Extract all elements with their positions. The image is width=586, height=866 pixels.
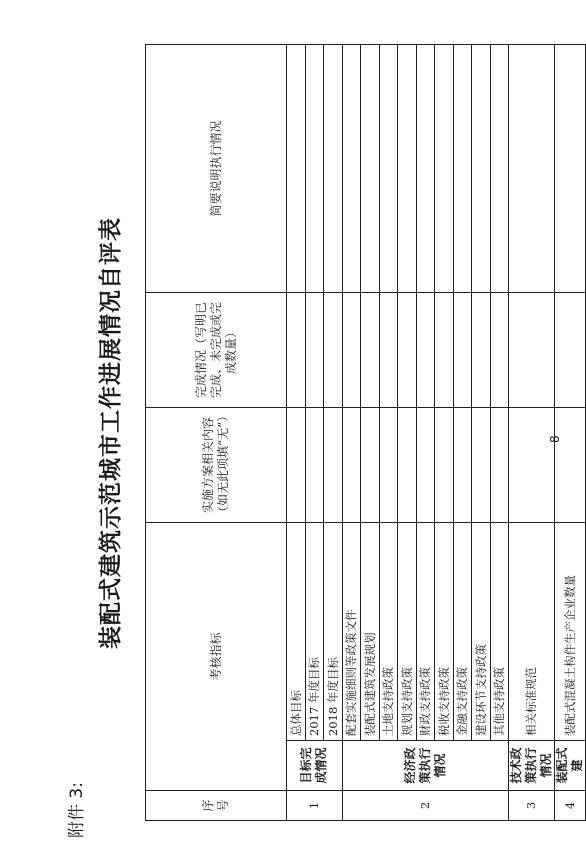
header-indicator: 考核指标 (146, 523, 287, 791)
plan-cell[interactable] (305, 408, 324, 523)
indicator-cell: 建设环节支持政策 (472, 523, 491, 741)
indicator-cell: 装配式混凝土构件生产企业数量 (555, 523, 586, 741)
table-row (509, 45, 555, 821)
table-row (342, 45, 361, 821)
plan-cell[interactable] (490, 408, 509, 523)
notes-cell[interactable] (379, 45, 398, 293)
table-row (324, 45, 343, 821)
page-title: 装配式建筑示范城市工作进展情况自评表 (97, 217, 124, 649)
table-row (398, 45, 417, 821)
indicator-cell: 相关标准规范 (509, 523, 555, 741)
notes-cell[interactable] (416, 45, 435, 293)
completion-cell[interactable] (490, 293, 509, 408)
completion-cell[interactable] (305, 293, 324, 408)
completion-cell[interactable] (342, 293, 361, 408)
completion-cell[interactable] (287, 293, 306, 408)
notes-cell[interactable] (305, 45, 324, 293)
completion-cell[interactable] (509, 293, 555, 408)
table-row (453, 45, 472, 821)
category-cell: 装配式建 (555, 741, 586, 791)
seq-cell: 2 (342, 791, 509, 821)
plan-cell[interactable] (509, 408, 555, 523)
table-row (435, 45, 454, 821)
plan-cell[interactable] (555, 408, 586, 523)
table-row (287, 45, 306, 821)
plan-cell[interactable] (453, 408, 472, 523)
indicator-cell: 土地支持政策 (379, 523, 398, 741)
notes-cell[interactable] (361, 45, 380, 293)
completion-cell[interactable] (416, 293, 435, 408)
notes-cell[interactable] (555, 45, 586, 293)
header-plan: 实施方案相关内容（如无此项填“无”） (146, 408, 287, 523)
completion-cell[interactable] (361, 293, 380, 408)
table-row (361, 45, 380, 821)
notes-cell[interactable] (490, 45, 509, 293)
header-completion: 完成情况（写明已完成、未完成或完成数量） (146, 293, 287, 408)
notes-cell[interactable] (287, 45, 306, 293)
indicator-cell: 2018 年度目标 (324, 523, 343, 741)
indicator-cell: 其他支持政策 (490, 523, 509, 741)
notes-cell[interactable] (324, 45, 343, 293)
table-row (416, 45, 435, 821)
notes-cell[interactable] (472, 45, 491, 293)
header-seq: 序号 (146, 791, 287, 821)
indicator-cell: 财政支持政策 (416, 523, 435, 741)
indicator-cell: 配套实施细则等政策文件 (342, 523, 361, 741)
notes-cell[interactable] (342, 45, 361, 293)
notes-cell[interactable] (509, 45, 555, 293)
notes-cell[interactable] (398, 45, 417, 293)
plan-cell[interactable] (435, 408, 454, 523)
category-cell: 经济政策执行情况 (342, 741, 509, 791)
plan-cell[interactable] (342, 408, 361, 523)
table-row (472, 45, 491, 821)
seq-cell: 3 (509, 791, 555, 821)
indicator-cell: 规划支持政策 (398, 523, 417, 741)
notes-cell[interactable] (435, 45, 454, 293)
table-row (379, 45, 398, 821)
indicator-cell: 2017 年度目标 (305, 523, 324, 741)
page-number: 8 (548, 435, 562, 443)
plan-cell[interactable] (472, 408, 491, 523)
completion-cell[interactable] (472, 293, 491, 408)
indicator-cell: 总体目标 (287, 523, 306, 741)
evaluation-table (145, 44, 586, 821)
completion-cell[interactable] (379, 293, 398, 408)
table-row (305, 45, 324, 821)
plan-cell[interactable] (398, 408, 417, 523)
completion-cell[interactable] (453, 293, 472, 408)
seq-cell: 1 (287, 791, 343, 821)
table-row (555, 45, 586, 821)
plan-cell[interactable] (416, 408, 435, 523)
plan-cell[interactable] (361, 408, 380, 523)
plan-cell[interactable] (324, 408, 343, 523)
completion-cell[interactable] (324, 293, 343, 408)
indicator-cell: 税收支持政策 (435, 523, 454, 741)
completion-cell[interactable] (555, 293, 586, 408)
seq-cell: 4 (555, 791, 586, 821)
indicator-cell: 装配式建筑发展规划 (361, 523, 380, 741)
attachment-label: 附件 3: (67, 782, 87, 838)
header-notes: 简要说明执行情况 (146, 45, 287, 293)
completion-cell[interactable] (398, 293, 417, 408)
category-cell: 目标完成情况 (287, 741, 343, 791)
plan-cell[interactable] (287, 408, 306, 523)
notes-cell[interactable] (453, 45, 472, 293)
table-row (490, 45, 509, 821)
indicator-cell: 金融支持政策 (453, 523, 472, 741)
plan-cell[interactable] (379, 408, 398, 523)
header-row (146, 45, 287, 821)
category-cell: 技术政策执行情况 (509, 741, 555, 791)
completion-cell[interactable] (435, 293, 454, 408)
